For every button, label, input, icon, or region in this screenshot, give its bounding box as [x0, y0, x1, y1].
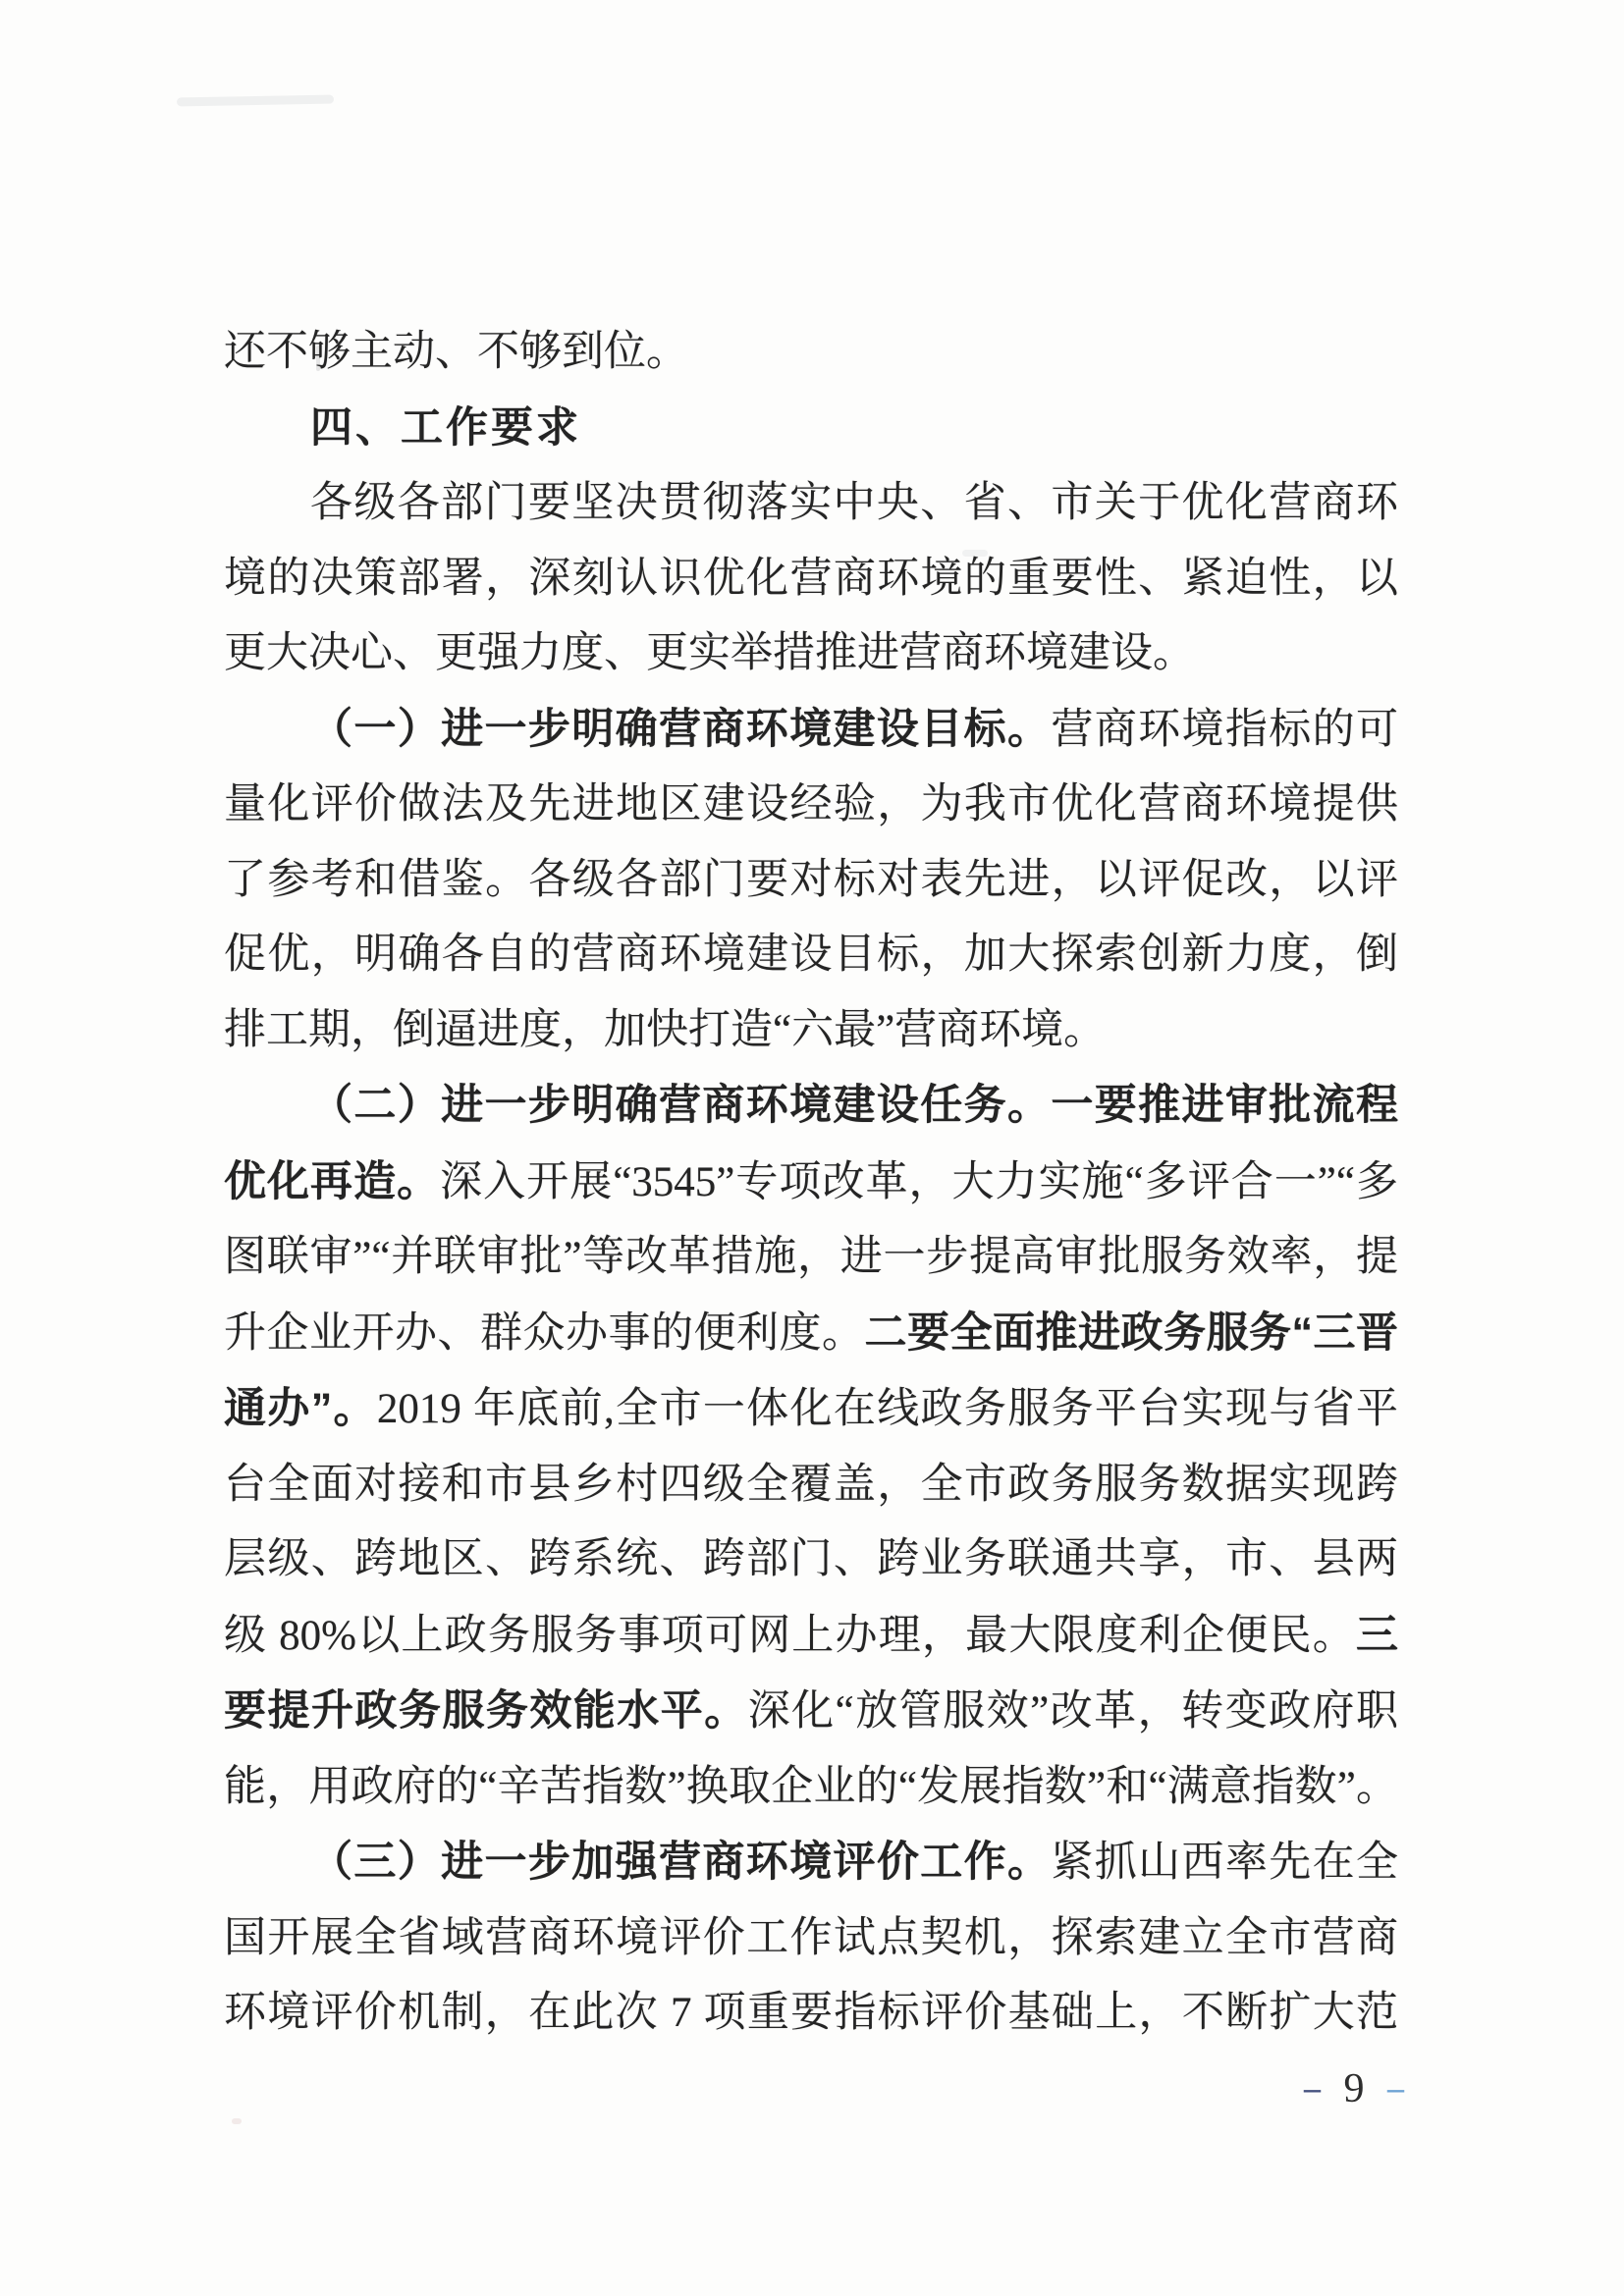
text-segment: 层级、跨地区、跨系统、跨部门、跨业务联通共享，市、县两: [224, 1536, 1398, 1582]
text-segment: 深化“放管服效”改革，转变政府职: [747, 1688, 1399, 1735]
text-segment: 紧抓山西率先在全: [1051, 1840, 1398, 1886]
text-line: [224, 466, 1398, 542]
text-line: [224, 1448, 1398, 1523]
scan-artifact: [232, 2118, 242, 2124]
text-segment: 2019 年底前,全市一体化在线政务服务平台实现与省平: [376, 1386, 1399, 1432]
text-line: [224, 1068, 1398, 1145]
text-line: [224, 1296, 1398, 1372]
text-line: [224, 993, 1398, 1069]
text-segment: 促优，明确各自的营商环境建设目标，加大探索创新力度，倒: [224, 932, 1398, 978]
text-line: [224, 542, 1398, 617]
text-line: [224, 843, 1398, 919]
text-line: [224, 1220, 1398, 1296]
page-number-dash-left: –: [1304, 2070, 1321, 2107]
text-segment: 能，用政府的“辛苦指数”换取企业的“发展指数”和“满意指数”。: [224, 1763, 1398, 1810]
bold-phrase: 优化再造。: [224, 1157, 441, 1205]
text-segment: 台全面对接和市县乡村四级全覆盖，全市政务服务数据实现跨: [224, 1461, 1398, 1508]
text-segment: 境的决策部署，深刻认识优化营商环境的重要性、紧迫性，以: [224, 555, 1398, 602]
bold-phrase: 二要全面推进政务服务“三晋: [864, 1308, 1398, 1357]
text-segment: 排工期，倒逼进度，加快打造“六最”营商环境。: [224, 1006, 1107, 1053]
text-segment: 营商环境指标的可: [1051, 706, 1398, 753]
text-segment: 还不够主动、不够到位。: [224, 329, 688, 375]
text-line: [224, 1750, 1398, 1826]
text-line: [224, 1145, 1398, 1221]
document-body: [224, 315, 1398, 2052]
section-heading: 四、工作要求: [310, 403, 581, 452]
text-line: [224, 1522, 1398, 1598]
bold-phrase: （三）进一步加强营商环境评价工作。: [310, 1839, 1052, 1886]
text-line: [224, 1901, 1398, 1977]
text-line: [224, 918, 1398, 993]
text-segment: 了参考和借鉴。各级各部门要对标对表先进，以评促改，以评: [224, 856, 1398, 903]
page-number-dash-right: –: [1387, 2070, 1404, 2107]
text-segment: 升企业开办、群众办事的便利度。: [224, 1309, 865, 1357]
text-line: [224, 1825, 1398, 1901]
bold-phrase: 要提升政务服务效能水平。: [224, 1687, 748, 1735]
text-line: [224, 692, 1398, 769]
scan-artifact: [177, 95, 334, 107]
bold-phrase: （二）进一步明确营商环境建设任务。一要推进审批流程: [310, 1082, 1398, 1129]
text-line: [224, 315, 1398, 391]
section-heading-line: [224, 391, 1398, 467]
bold-phrase: 三: [1356, 1611, 1398, 1659]
text-segment: 更大决心、更强力度、更实举措推进营商环境建设。: [224, 630, 1195, 676]
text-segment: 深入开展“3545”专项改革，大力实施“多评合一”“多: [440, 1158, 1399, 1205]
text-segment: 各级各部门要坚决贯彻落实中央、省、市关于优化营商环: [310, 480, 1398, 526]
bold-phrase: 通办”。: [224, 1385, 377, 1432]
text-segment: 量化评价做法及先进地区建设经验，为我市优化营商环境提供: [224, 781, 1398, 828]
text-segment: 图联审”“并联审批”等改革措施，进一步提高审批服务效率，提: [224, 1234, 1398, 1280]
text-line: [224, 1674, 1398, 1750]
text-segment: 环境评价机制，在此次 7 项重要指标评价基础上，不断扩大范: [224, 1990, 1398, 2036]
page-number: [1304, 2065, 1404, 2112]
text-line: [224, 768, 1398, 843]
text-segment: 国开展全省域营商环境评价工作试点契机，探索建立全市营商: [224, 1914, 1398, 1961]
text-line: [224, 1598, 1398, 1675]
text-segment: 级 80%以上政务服务事项可网上办理，最大限度利企便民。: [224, 1612, 1356, 1659]
text-line: [224, 1976, 1398, 2052]
text-line: [224, 1371, 1398, 1448]
page-number-value: 9: [1343, 2066, 1365, 2111]
text-line: [224, 616, 1398, 692]
bold-phrase: （一）进一步明确营商环境建设目标。: [310, 705, 1052, 753]
